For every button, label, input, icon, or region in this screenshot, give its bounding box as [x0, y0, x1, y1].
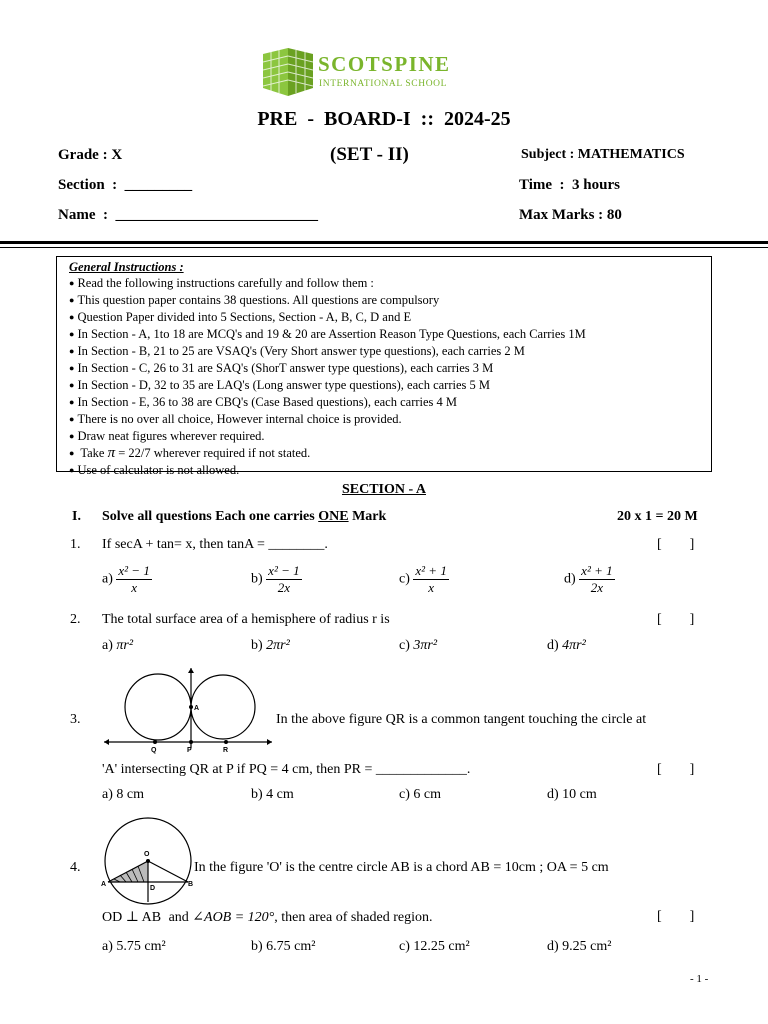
q1-answer-bracket[interactable]: [ ] [657, 537, 695, 552]
numerator: x² − 1 [268, 563, 300, 578]
option-value: 12.25 cm² [413, 939, 470, 954]
instruction-item: ● In Section - C, 26 to 31 are SAQ's (ShorT answer type questions), each carries 3 M [69, 360, 711, 377]
q1-option-b [251, 563, 302, 596]
option-label: b) [251, 939, 263, 954]
part-instruction [102, 509, 386, 525]
time-label: Time : 3 hours [519, 177, 620, 193]
option-value: 5.75 cm² [116, 939, 166, 954]
section-field: Section : _________ [58, 177, 193, 193]
q2-number: 2. [70, 612, 81, 627]
school-logo [263, 48, 313, 96]
instruction-item: ● In Section - E, 36 to 38 are CBQ's (Case Based questions), each carries 4 M [69, 394, 711, 411]
grade-label: Grade : X [58, 147, 123, 163]
option-label: a) [102, 787, 113, 802]
option-label: b) [251, 571, 263, 587]
label-d: D [150, 885, 156, 892]
q4-option-d [547, 939, 611, 955]
part-number: I. [72, 509, 81, 524]
q1-number: 1. [70, 537, 81, 552]
option-label: a) [102, 939, 113, 954]
part-text-1: Solve all questions Each one carries [102, 509, 315, 524]
q1-option-d [564, 563, 615, 596]
instruction-item: ● In Section - D, 32 to 35 are LAQ's (Long answer type questions), each carries 5 M [69, 377, 711, 394]
option-label: c) [399, 939, 410, 954]
max-marks-label: Max Marks : 80 [519, 207, 622, 223]
q2-text: The total surface area of a hemisphere of radius r is [102, 612, 390, 627]
q1-option-c [399, 563, 449, 596]
q2-option-c [399, 638, 437, 654]
fraction [116, 563, 151, 596]
q4-option-c [399, 939, 470, 955]
instruction-item: ● Use of calculator is not allowed. [69, 462, 711, 479]
fraction [413, 563, 448, 596]
q3-figure [102, 666, 274, 756]
instruction-item: ● Read the following instructions carefully and follow them : [69, 275, 711, 292]
option-label: b) [251, 787, 263, 802]
option-label: a) [102, 638, 113, 653]
instruction-item: ● Question Paper divided into 5 Sections, Section - A, B, C, D and E [69, 309, 711, 326]
q2-option-d [547, 638, 586, 654]
instruction-item: ● In Section - A, 1to 18 are MCQ's and 19 & 20 are Assertion Reason Type Questions, each Carries 1M [69, 326, 711, 343]
label-p: P [187, 747, 192, 754]
denominator: x [131, 580, 137, 595]
q4-option-a [102, 939, 166, 955]
q3-option-d [547, 787, 597, 803]
option-value: 6 cm [413, 787, 441, 802]
q2-option-b [251, 638, 290, 654]
school-subtitle: INTERNATIONAL SCHOOL [319, 79, 448, 89]
school-name: SCOTSPINE [318, 52, 451, 76]
name-field: Name : ___________________________ [58, 207, 318, 223]
header-divider-thin [0, 247, 768, 248]
instructions-box [56, 256, 712, 477]
option-value: 2πr² [266, 638, 290, 653]
label-o: O [144, 851, 150, 858]
q1-text: If secA + tan= x, then tanA = ________. [102, 537, 328, 552]
fraction [579, 563, 614, 596]
q3-option-c [399, 787, 441, 803]
left-circle [125, 674, 191, 740]
fraction [266, 563, 301, 596]
q4-number: 4. [70, 860, 81, 875]
option-label: d) [564, 571, 576, 587]
instructions-heading: General Instructions : [69, 260, 184, 274]
q3-number: 3. [70, 712, 81, 727]
q3-option-a [102, 787, 144, 803]
option-label: a) [102, 571, 113, 587]
q3-option-b [251, 787, 294, 803]
right-circle [191, 675, 255, 739]
label-b: B [188, 881, 194, 888]
label-a: A [194, 705, 200, 712]
exam-title: PRE - BOARD-I :: 2024-25 [257, 108, 511, 130]
q2-answer-bracket[interactable]: [ ] [657, 612, 695, 627]
option-label: b) [251, 638, 263, 653]
part-marks: 20 x 1 = 20 M [617, 509, 698, 524]
option-value: 10 cm [562, 787, 597, 802]
header-divider-thick [0, 241, 768, 244]
q1-option-a [102, 563, 152, 596]
option-value: 3πr² [413, 638, 438, 653]
q4-text-tail: , then area of shaded region. [274, 910, 433, 925]
option-label: c) [399, 571, 410, 587]
set-label: (SET - II) [330, 144, 409, 165]
label-q: Q [151, 747, 157, 754]
numerator: x² + 1 [415, 563, 447, 578]
option-value: 6.75 cm² [266, 939, 316, 954]
option-value: 4 cm [266, 787, 294, 802]
q2-option-a [102, 638, 133, 654]
q3-text-line1: In the above figure QR is a common tangent touching the circle at [276, 712, 647, 727]
subject-prefix: Subject : [521, 147, 575, 162]
option-label: d) [547, 638, 559, 653]
option-value: 4πr² [562, 638, 586, 653]
option-label: d) [547, 939, 559, 954]
option-value: 9.25 cm² [562, 939, 612, 954]
and-word: and [168, 910, 189, 925]
option-label: c) [399, 787, 410, 802]
instruction-item-pi [69, 445, 711, 462]
label-r: R [223, 747, 229, 754]
part-text-2: Mark [352, 509, 387, 524]
q3-text-line2: 'A' intersecting QR at P if PQ = 4 cm, then PR = _____________. [102, 762, 471, 777]
q4-answer-bracket[interactable]: [ ] [657, 909, 695, 924]
instruction-take: Take [80, 446, 105, 460]
section-a-title: SECTION - A [341, 482, 427, 497]
cube-logo-icon [263, 48, 313, 96]
option-value: πr² [116, 638, 134, 653]
instruction-item: ● In Section - B, 21 to 25 are VSAQ's (Very Short answer type questions), each carries 2 M [69, 343, 711, 360]
subject-label [521, 147, 685, 163]
q4-figure [100, 816, 196, 908]
q3-answer-bracket[interactable]: [ ] [657, 762, 695, 777]
denominator: 2x [590, 580, 604, 595]
instruction-item: ● There is no over all choice, However internal choice is provided. [69, 411, 711, 428]
subject-value: MATHEMATICS [577, 147, 685, 162]
numerator: x² − 1 [118, 563, 150, 578]
denominator: 2x [277, 580, 291, 595]
option-value: 8 cm [116, 787, 144, 802]
denominator: x [428, 580, 434, 595]
q4-text-line2 [102, 909, 433, 926]
option-label: c) [399, 638, 410, 653]
instruction-pi-rest: = 22/7 wherever required if not stated. [118, 446, 311, 460]
q4-option-b [251, 939, 315, 955]
part-text-one: ONE [318, 509, 349, 524]
angle-aob: ∠AOB = 120° [192, 910, 275, 925]
pi-symbol: π [107, 445, 116, 461]
od-perp-ab: OD ⊥ AB [102, 910, 162, 925]
numerator: x² + 1 [581, 563, 613, 578]
page-number: - 1 - [690, 973, 709, 985]
instruction-item: ● This question paper contains 38 questions. All questions are compulsory [69, 292, 711, 309]
q4-text-line1: In the figure 'O' is the centre circle AB is a chord AB = 10cm ; OA = 5 cm [194, 860, 609, 875]
label-a: A [101, 881, 107, 888]
instruction-item: ● Draw neat figures wherever required. [69, 428, 711, 445]
option-label: d) [547, 787, 559, 802]
